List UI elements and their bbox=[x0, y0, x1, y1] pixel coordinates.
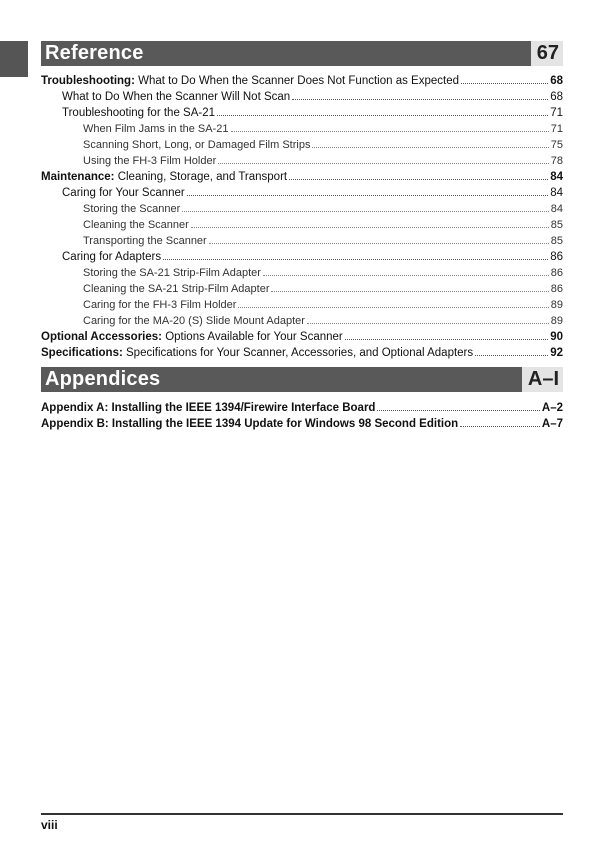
toc-entry-page: 85 bbox=[550, 219, 563, 231]
toc-entry-page: 68 bbox=[550, 91, 563, 103]
dot-leader bbox=[182, 200, 549, 212]
toc-entry-page: 86 bbox=[550, 251, 563, 263]
toc-entry-page: A–7 bbox=[541, 418, 563, 430]
dot-leader bbox=[163, 248, 548, 260]
dot-leader bbox=[218, 152, 548, 164]
toc-entry-text: Caring for Adapters bbox=[62, 251, 162, 263]
toc-entry-cleaning-scanner[interactable] bbox=[41, 216, 563, 232]
toc-entry-film-jams[interactable] bbox=[41, 120, 563, 136]
section-title: Reference bbox=[45, 42, 144, 64]
toc-entry-page: 84 bbox=[550, 203, 563, 215]
dot-leader bbox=[345, 328, 548, 340]
dot-leader bbox=[191, 216, 549, 228]
toc-entry-page: 90 bbox=[550, 331, 563, 343]
dot-leader bbox=[460, 415, 540, 427]
section-header-appendices bbox=[41, 367, 563, 392]
toc-entry-text: Storing the SA-21 Strip-Film Adapter bbox=[83, 267, 261, 279]
footer-page-number: viii bbox=[41, 818, 58, 832]
toc-entry-text: Specifications for Your Scanner, Accessories, and Optional Adapters bbox=[122, 347, 474, 359]
toc-entry-text: What to Do When the Scanner Will Not Scan bbox=[62, 91, 291, 103]
toc-entry-troubleshooting-sa21[interactable] bbox=[41, 104, 563, 120]
toc-entry-text: Using the FH-3 Film Holder bbox=[83, 155, 217, 167]
toc-entry-text: Appendix B: Installing the IEEE 1394 Update for Windows 98 Second Edition bbox=[41, 418, 459, 430]
toc-entry-text: Cleaning the SA-21 Strip-Film Adapter bbox=[83, 283, 270, 295]
toc-entry-appendix-a[interactable] bbox=[41, 399, 563, 415]
toc-entry-page: 78 bbox=[550, 155, 563, 167]
toc-entry-page: 92 bbox=[550, 347, 563, 359]
dot-leader bbox=[312, 136, 548, 148]
toc-entry-text: Caring for Your Scanner bbox=[62, 187, 185, 199]
dot-leader bbox=[271, 280, 548, 292]
toc-entry-page: 89 bbox=[550, 299, 563, 311]
toc-entry-damaged-strips[interactable] bbox=[41, 136, 563, 152]
dot-leader bbox=[475, 344, 548, 356]
dot-leader bbox=[217, 104, 548, 116]
toc-reference bbox=[41, 72, 563, 360]
dot-leader bbox=[461, 72, 548, 84]
toc-entry-text: When Film Jams in the SA-21 bbox=[83, 123, 229, 135]
toc-entry-caring-scanner[interactable] bbox=[41, 184, 563, 200]
dot-leader bbox=[289, 168, 548, 180]
toc-entry-caring-adapters[interactable] bbox=[41, 248, 563, 264]
toc-entry-page: 75 bbox=[550, 139, 563, 151]
toc-entry-text: Cleaning, Storage, and Transport bbox=[114, 171, 288, 183]
toc-entry-caring-fh3[interactable] bbox=[41, 296, 563, 312]
toc-entry-storing-scanner[interactable] bbox=[41, 200, 563, 216]
dot-leader bbox=[263, 264, 549, 276]
dot-leader bbox=[307, 312, 549, 324]
toc-entry-text: Storing the Scanner bbox=[83, 203, 181, 215]
toc-entry-lead: Optional Accessories: bbox=[41, 331, 163, 343]
dot-leader bbox=[187, 184, 548, 196]
dot-leader bbox=[209, 232, 549, 244]
toc-entry-page: 85 bbox=[550, 235, 563, 247]
toc-entry-lead: Troubleshooting: bbox=[41, 75, 135, 87]
dot-leader bbox=[231, 120, 549, 132]
dot-leader bbox=[238, 296, 548, 308]
toc-entry-text: What to Do When the Scanner Does Not Function as Expected bbox=[134, 75, 459, 87]
toc-entry-page: 84 bbox=[550, 171, 563, 183]
toc-entry-page: 71 bbox=[550, 123, 563, 135]
toc-entry-transporting-scanner[interactable] bbox=[41, 232, 563, 248]
toc-appendices bbox=[41, 399, 563, 431]
toc-entry-text: Scanning Short, Long, or Damaged Film Strips bbox=[83, 139, 311, 151]
toc-entry-optional-accessories[interactable] bbox=[41, 328, 563, 344]
toc-entry-page: 86 bbox=[550, 267, 563, 279]
toc-entry-troubleshooting[interactable] bbox=[41, 72, 563, 88]
toc-entry-cleaning-sa21[interactable] bbox=[41, 280, 563, 296]
toc-entry-text: Options Available for Your Scanner bbox=[162, 331, 343, 343]
section-page: A–I bbox=[522, 367, 563, 392]
toc-entry-text: Appendix A: Installing the IEEE 1394/Firewire Interface Board bbox=[41, 402, 376, 414]
toc-entry-page: 84 bbox=[550, 187, 563, 199]
toc-entry-lead: Maintenance: bbox=[41, 171, 115, 183]
section-title: Appendices bbox=[45, 368, 161, 390]
toc-entry-will-not-scan[interactable] bbox=[41, 88, 563, 104]
footer-rule bbox=[41, 813, 563, 815]
toc-entry-lead: Specifications: bbox=[41, 347, 123, 359]
toc-entry-text: Caring for the MA-20 (S) Slide Mount Adapter bbox=[83, 315, 305, 327]
dot-leader bbox=[377, 399, 539, 411]
toc-entry-text: Transporting the Scanner bbox=[83, 235, 207, 247]
toc-entry-fh3-holder[interactable] bbox=[41, 152, 563, 168]
toc-entry-storing-sa21[interactable] bbox=[41, 264, 563, 280]
toc-entry-caring-ma20[interactable] bbox=[41, 312, 563, 328]
toc-entry-page: 68 bbox=[550, 75, 563, 87]
toc-entry-page: A–2 bbox=[541, 402, 563, 414]
toc-entry-text: Cleaning the Scanner bbox=[83, 219, 189, 231]
toc-entry-specifications[interactable] bbox=[41, 344, 563, 360]
section-header-reference bbox=[41, 41, 563, 66]
section-page: 67 bbox=[531, 41, 563, 66]
dot-leader bbox=[292, 88, 548, 100]
toc-entry-text: Caring for the FH-3 Film Holder bbox=[83, 299, 237, 311]
toc-entry-page: 71 bbox=[550, 107, 563, 119]
toc-entry-maintenance[interactable] bbox=[41, 168, 563, 184]
toc-entry-appendix-b[interactable] bbox=[41, 415, 563, 431]
toc-entry-page: 86 bbox=[550, 283, 563, 295]
toc-entry-page: 89 bbox=[550, 315, 563, 327]
side-tab-marker bbox=[0, 41, 28, 77]
toc-entry-text: Troubleshooting for the SA-21 bbox=[62, 107, 215, 119]
